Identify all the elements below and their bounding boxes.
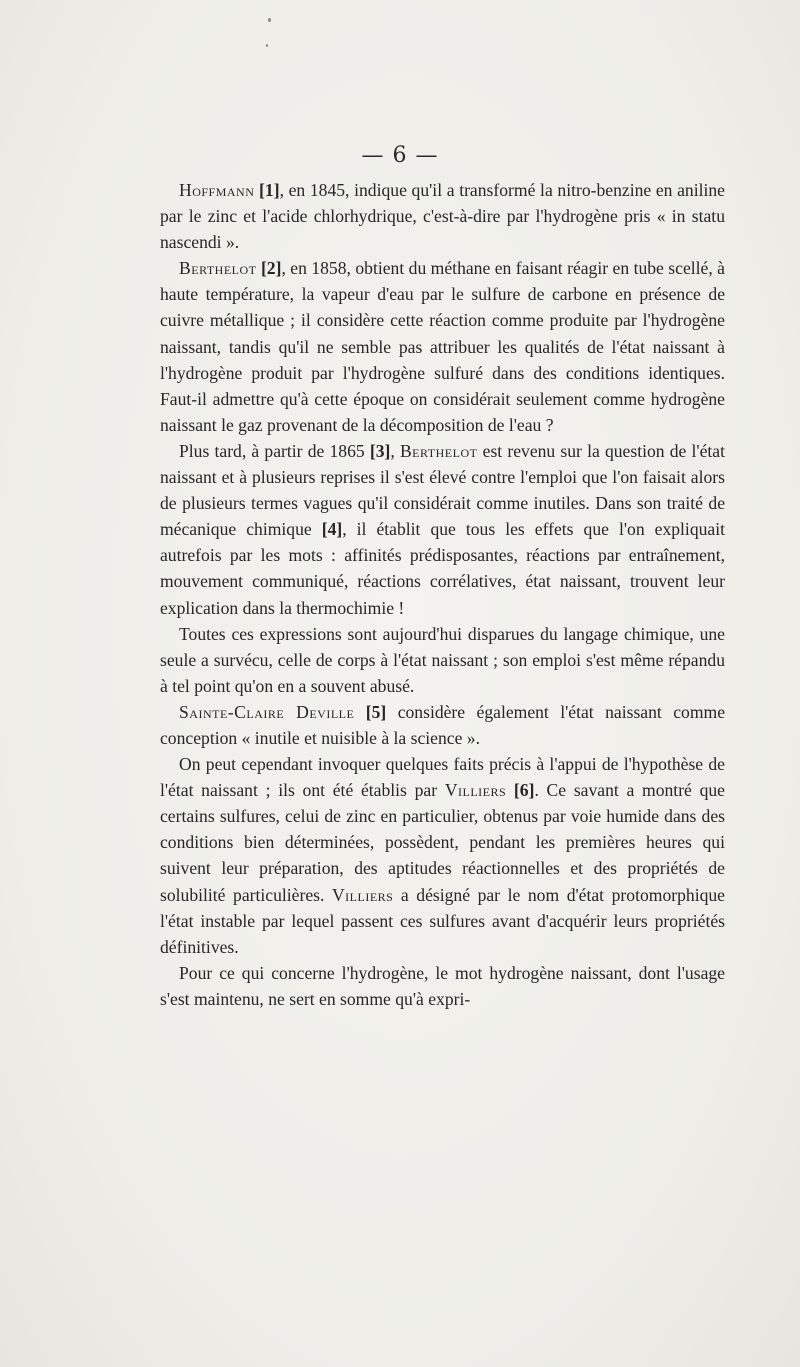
paragraph-text: Pour ce qui concerne l'hydrogène, le mot hydrogène naissant, dont l'usage s'est maintenu, ne sert en somme qu'à expri- xyxy=(160,962,725,1009)
paragraph-plus-tard xyxy=(160,438,725,621)
author-name: Sainte-Claire Deville xyxy=(179,701,355,722)
print-speck xyxy=(268,18,271,22)
paragraph-berthelot xyxy=(160,255,725,438)
paragraph-text: Plus tard, à partir de 1865 xyxy=(179,440,370,461)
citation-ref: [6] xyxy=(513,780,535,801)
author-name: Berthelot xyxy=(179,258,257,279)
author-name: Hoffmann xyxy=(179,180,255,200)
paragraph-deville xyxy=(160,699,725,751)
page-number: — 6 — xyxy=(361,143,439,168)
paragraph-text: a désigné par le nom d'état protomorphique l'état instable par lequel passent ces sulfures avant d'acquérir leurs propriétés définitives. xyxy=(160,884,725,957)
citation-ref: [5] xyxy=(365,701,387,722)
paragraph-hydrogene xyxy=(160,960,725,1012)
paragraph-text: , en 1858, obtient du méthane en faisant réagir en tube scellé, à haute température, la vapeur d'eau par le sulfure de carbone en présence de cuivre métallique ; il considère cette réaction comme produite par l'hydrogène naissant, tandis qu'il ne semble pas attribuer les qualités de l'état naissant à l'hydrogène produit par l'hydrogène sulfuré dans des conditions identiques. Faut-il admettre qu'à cette époque on considérait seulement comme hydrogène naissant le gaz provenant de la décomposition de l'eau ? xyxy=(160,258,725,435)
paragraph-text: Toutes ces expressions sont aujourd'hui disparues du langage chimique, une seule a survécu, celle de corps à l'état naissant ; son emploi s'est même répandu à tel point qu'on en a souvent abusé. xyxy=(160,623,725,696)
paragraph-villiers xyxy=(160,751,725,960)
paragraph-hoffmann xyxy=(160,177,725,255)
paragraph-text: , il établit que tous les effets que l'on expliquait autrefois par les mots : affinités prédisposantes, réactions par entraînement, mouvement communiqué, réactions corrélatives, état naissant, trouvent leur explication dans la thermochimie ! xyxy=(160,519,726,618)
paragraph-text: considère également l'état naissant comme conception « inutile et nuisible à la science ». xyxy=(160,701,726,748)
print-speck xyxy=(266,44,268,47)
paragraph-text: est revenu sur la question de l'état naissant et à plusieurs reprises il s'est élevé contre l'emploi que l'on faisait alors de plusieurs termes vagues qu'il considérait comme inutiles. Dans son traité de mécanique chimique xyxy=(160,440,725,540)
citation-ref: [2] xyxy=(260,258,282,279)
paragraph-text: , xyxy=(390,440,400,461)
citation-ref: [3] xyxy=(369,440,391,461)
paragraph-toutes xyxy=(160,621,725,699)
citation-ref: [1] xyxy=(259,180,280,200)
citation-ref: [4] xyxy=(321,519,343,540)
author-name: Villiers xyxy=(444,780,507,801)
paragraph-text: , en 1845, indique qu'il a transformé la nitro-benzine en aniline par le zinc et l'acide chlorhydrique, c'est-à-dire par l'hydrogène pris « in statu nascendi ». xyxy=(160,180,725,253)
body-text xyxy=(160,177,725,1012)
paragraph-text: . Ce savant a montré que certains sulfures, celui de zinc en particulier, obtenus par voie humide dans des conditions bien déterminées, possèdent, pendant les premières heures qui suivent leur préparation, des aptitudes réactionnelles et des propriétés de solubilité particulières. xyxy=(160,780,725,905)
author-name: Berthelot xyxy=(399,440,478,461)
paragraph-text: On peut cependant invoquer quelques faits précis à l'appui de l'hypothèse de l'état naissant ; ils ont été établis par xyxy=(160,754,725,801)
author-name: Villiers xyxy=(331,884,394,905)
